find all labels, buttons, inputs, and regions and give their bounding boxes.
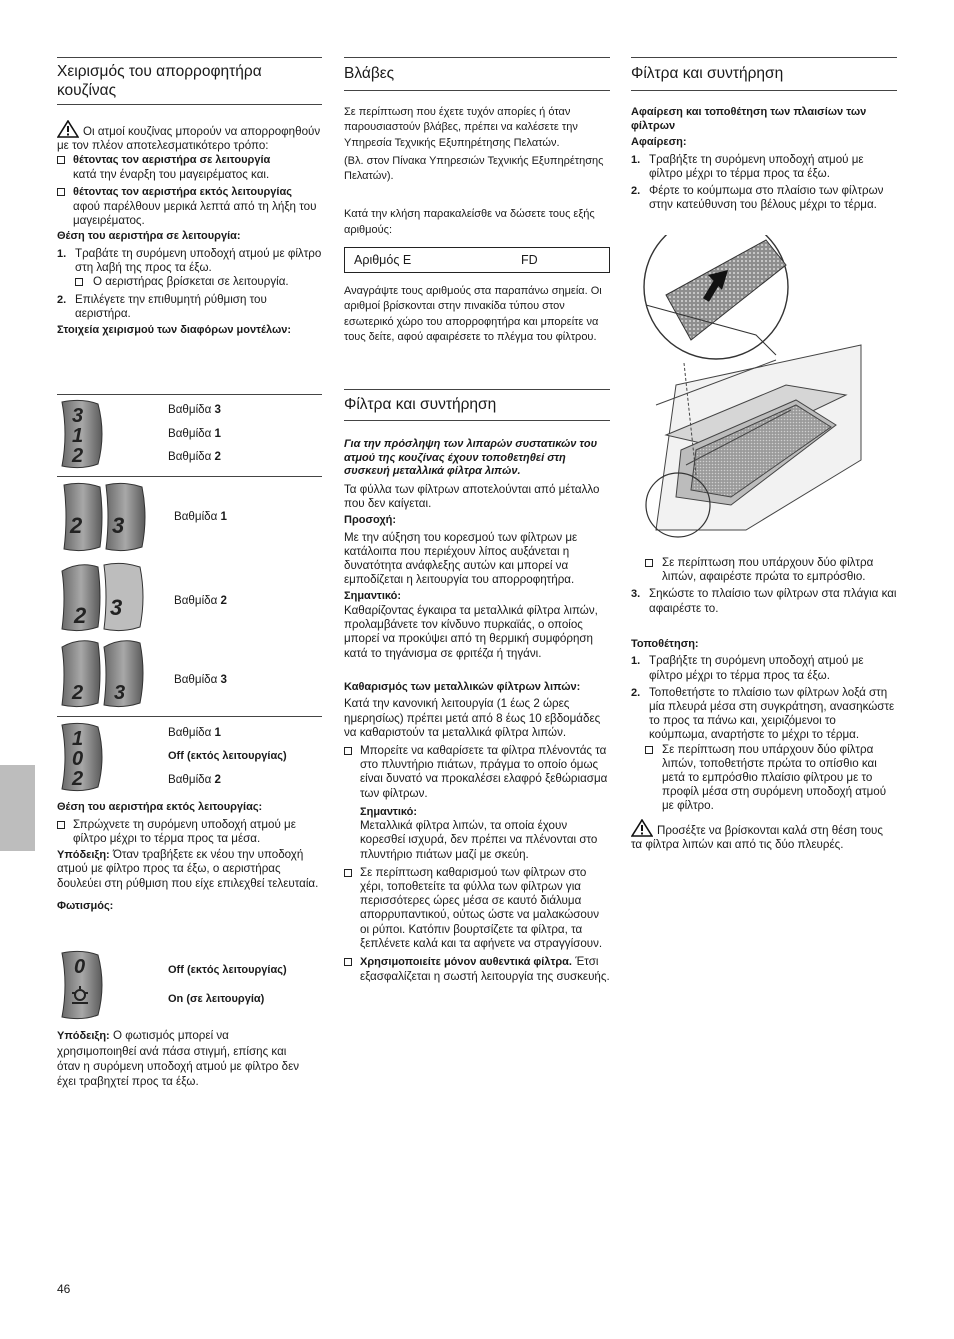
step: 1. Τραβήξτε τη συρόμενη υποδοχή ατμού με φίλτρο μέχρι το τέρμα προς τα έξω. <box>631 152 864 180</box>
knob-digit: 2 <box>72 682 84 704</box>
knob-digit: 3 <box>114 682 126 704</box>
knob-digit: 0 <box>72 748 84 770</box>
list-item: θέτοντας τον αεριστήρα σε λειτουργία κατά την έναρξη του μαγειρέματος και. <box>57 153 322 182</box>
fan-knob-pair-stage-1 <box>62 481 150 553</box>
warning-icon <box>631 819 653 837</box>
section-title-faults: Βλάβες <box>344 57 610 91</box>
checkbox-icon <box>344 958 352 966</box>
step: 2. Επιλέγετε την επιθυμητή ρύθμιση του αεριστήρα. <box>57 293 267 321</box>
column-faults-filters <box>344 57 610 984</box>
knob-label: Βαθμίδα 1 <box>174 510 227 523</box>
checkbox-icon <box>57 821 65 829</box>
list-item: Χρησιμοποιείτε μόνον αυθεντικά φίλτρα. Έτσι εξασφαλίζεται η σωστή λειτουργία της συσκευής. <box>344 955 610 984</box>
paragraph: Σε περίπτωση που έχετε τυχόν απορίες ή όταν παρουσιαστούν βλάβες, πρέπει να καλέσετε την Υπηρεσία Τεχνικής Εξυπηρέτησης Πελατών. <box>344 106 578 149</box>
list-item: Σε περίπτωση που υπάρχουν δύο φίλτρα λιπών, αφαιρέστε πρώτα το εμπρόσθιο. <box>631 556 897 584</box>
subheading: Φωτισμός: <box>57 899 114 912</box>
number-box <box>344 247 610 273</box>
knob-label: Βαθμίδα 2 <box>174 594 227 607</box>
list-item: θέτοντας τον αεριστήρα εκτός λειτουργίας αφού παρέλθουν μερικά λεπτά από τη λήξη του μαγειρέματος. <box>57 185 322 228</box>
subheading: Προσοχή: <box>344 514 397 527</box>
column-operation <box>57 57 322 337</box>
divider <box>57 476 322 477</box>
paragraph: (Βλ. στον Πίνακα Υπηρεσιών Τεχνικής Εξυπηρέτησης Πελατών). <box>344 154 604 183</box>
list-item: Σε περίπτωση που υπάρχουν δύο φίλτρα λιπών, τοποθετήστε πρώτα το οπίσθιο και μετά το εμπρόσθιο πλαίσιο φίλτρου με το προφίλ μέσα στη συρόμενη υποδοχή ατμού με φίλτρο. <box>631 743 897 814</box>
fan-knob-1-0-2 <box>58 721 106 793</box>
knob-label: Βαθμίδα 3 <box>174 673 227 686</box>
intro: Για την πρόσληψη των λιπαρών συστατικών του ατμού της κουζίνας έχουν τοποθετηθεί στη συσκευή μεταλλικά φίλτρα λιπών. <box>344 438 598 478</box>
fan-off-section <box>57 801 322 913</box>
step: 1. Τραβάτε τη συρόμενη υποδοχή ατμού με φίλτρο στη λαβή της προς τα έξω. <box>57 246 322 274</box>
knob-label: Βαθμίδα 3 <box>168 403 221 416</box>
knob-label: Βαθμίδα 2 <box>168 773 221 786</box>
subheading: Στοιχεία χειρισμού των διαφόρων μοντέλων: <box>57 323 292 336</box>
checkbox-icon <box>57 156 65 164</box>
knob-label: Off (εκτός λειτουργίας) <box>168 750 287 762</box>
paragraph: Αναγράψτε τους αριθμούς στα παραπάνω σημεία. Οι αριθμοί βρίσκονται στην πινακίδα τύπου στον εσωτερικό χώρο του απορροφητήρα και μπορείτε να τους δείτε, αφού αφαιρέσετε το πλέγμα του φίλτρου. <box>344 285 602 343</box>
step: 3. Σηκώστε το πλαίσιο των φίλτρων στα πλάγια και αφαιρέστε το. <box>631 587 897 615</box>
knob-digit: 3 <box>110 595 123 620</box>
knob-digit: 3 <box>72 405 84 427</box>
light-hint: Υπόδειξη: Ο φωτισμός μπορεί να χρησιμοποιηθεί ανά πάσα στιγμή, επίσης και όταν η συρόμενη υποδοχή ατμού με φίλτρο δεν έχει τραβηχτεί προς τα έξω. <box>57 1029 300 1088</box>
paragraph: Κατά την κανονική λειτουργία (1 έως 2 ώρες ημερησίως) πρέπει μετά από 8 έως 10 εβδομάδες να καθαριστούν τα μεταλλικά φίλτρα λιπών. <box>344 697 601 739</box>
subheading: Σημαντικό: <box>344 590 402 603</box>
subheading: Αφαίρεση και τοποθέτηση των πλαισίων των φίλτρων <box>631 106 867 132</box>
checkbox-icon <box>645 746 653 754</box>
section-title-filters: Φίλτρα και συντήρηση <box>344 389 610 421</box>
subheading: Θέση του αεριστήρα εκτός λειτουργίας: <box>57 801 263 813</box>
subheading: Αφαίρεση: <box>631 136 687 148</box>
e-number-label: Αριθμός Ε <box>354 253 412 268</box>
knob-digit: 1 <box>72 728 84 750</box>
step: 2. Τοποθετήστε το πλαίσιο των φίλτρων λοξά στη μία πλευρά μέσα στη συγκράτηση, ανασηκώστε το προς τα πάνω και, χειριζόμενοι το κούμπωμα, αναρτήστε το μέχρι το τέρμα. <box>631 685 895 742</box>
subheading: Καθαρισμός των μεταλλικών φίλτρων λιπών: <box>344 680 581 693</box>
light-on-label: On (σε λειτουργία) <box>168 993 265 1005</box>
knob-digit: 0 <box>74 956 86 978</box>
step: 2. Φέρτε το κούμπωμα στο πλαίσιο των φίλτρων στην κατεύθυνση του βέλους μέχρι το τέρμα. <box>631 183 884 212</box>
paragraph: Κατά την κλήση παρακαλείσθε να δώσετε τους εξής αριθμούς: <box>344 208 595 236</box>
checkbox-icon <box>75 278 83 286</box>
intro-warning: Οι ατμοί κουζίνας μπορούν να απορροφηθούν με τον πλέον αποτελεσματικότερο τρόπο: <box>57 120 322 153</box>
fan-knob-pair-stage-3 <box>60 637 148 709</box>
thumb-tab <box>0 765 35 851</box>
list-item: Σε περίπτωση καθαρισμού των φίλτρων στο χέρι, τοποθετείτε τα φύλλα των φίλτρων για περισσότερες ώρες μέσα σε καυτό διάλυμα απορρυπαντικού, ούτως ώστε να μαλακώσουν οι ρύποι. Κατόπιν βουρτσίζετε τα φίλτρα, τα ξεπλένετε καλά και τα αφήνετε να στραγγίσουν. <box>344 866 610 951</box>
warning-icon <box>57 120 79 138</box>
knob-digit: 2 <box>70 513 83 538</box>
hint: Υπόδειξη: Όταν τραβήξετε εκ νέου την υποδοχή ατμού με φίλτρο προς τα έξω, ο αεριστήρας δουλεύει στη ρύθμιση που είχε επιλεχθεί τελευταία. <box>57 847 319 890</box>
checkbox-icon <box>645 559 653 567</box>
list-item: Σπρώχνετε τη συρόμενη υποδοχή ατμού με φίλτρο μέχρι το τέρμα προς τα μέσα. <box>57 818 322 846</box>
knob-label: Βαθμίδα 2 <box>168 450 221 463</box>
knob-digit: 2 <box>72 445 84 467</box>
knob-digit: 1 <box>72 425 84 447</box>
paragraph: Καθαρίζοντας έγκαιρα τα μεταλλικά φίλτρα λιπών, προλαμβάνετε τον κίνδυνο πυρκαϊάς, ο οποίος μπορεί να προκύψει από τη θερμική συμφόρηση κατά το τηγάνισμα σε φριτέζα ή τηγάνι. <box>344 603 598 660</box>
subheading: Θέση του αεριστήρα σε λειτουργία: <box>57 230 241 243</box>
page-number: 46 <box>57 1282 71 1296</box>
checkbox-icon <box>57 188 65 196</box>
filter-removal-illustration <box>636 235 866 545</box>
light-off-label: Off (εκτός λειτουργίας) <box>168 964 287 976</box>
list-item: Μπορείτε να καθαρίσετε τα φίλτρα πλένοντάς τα στο πλυντήριο πιάτων, πράγμα το οποίο όμως είναι δυνατό να προκαλέσει ελαφρό ξεθώριασμα των φίλτρων. Σημαντικό: Μεταλλικά φίλτρα λιπών, τα οποία έχουν κορεσθεί ισχυρά, δεν πρέπει να πλένονται στο πλυντήριο πιάτων μαζί με σκεύη. <box>344 744 610 862</box>
section-title-filters: Φίλτρα και συντήρηση <box>631 57 897 91</box>
knob-digit: 2 <box>74 603 87 628</box>
list-item: Ο αεριστήρας βρίσκεται σε λειτουργία. <box>57 275 322 289</box>
divider <box>57 716 322 717</box>
section-title-operation: Χειρισμός του απορροφητήρα κουζίνας <box>57 57 322 105</box>
column-filter-removal <box>631 57 897 212</box>
paragraph: Με την αύξηση του κορεσμού των φίλτρων με κατάλοιπα που περιέχουν λίπος αυξάνεται η δυνατότητα ανάφλεξης αυτών και μπορεί να εμποδίζεται η λειτουργία του απορροφητήρα. <box>344 530 578 587</box>
knob-label: Βαθμίδα 1 <box>168 726 221 739</box>
checkbox-icon <box>344 747 352 755</box>
knob-digit: 2 <box>72 768 84 790</box>
knob-digit: 3 <box>112 513 125 538</box>
fan-knob-pair-stage-2 <box>60 561 148 633</box>
light-knob <box>58 949 106 1021</box>
fan-knob-3-1-2 <box>58 398 106 470</box>
fd-label: FD <box>521 253 538 268</box>
divider <box>57 394 322 395</box>
subheading: Τοποθέτηση: <box>631 637 699 650</box>
step: 1. Τραβήξτε τη συρόμενη υποδοχή ατμού με φίλτρο μέχρι το τέρμα προς τα έξω. <box>631 654 864 682</box>
column-filter-removal-cont <box>631 556 897 852</box>
paragraph: Τα φύλλα των φίλτρων αποτελούνται από μέταλλο που δεν καίγεται. <box>344 482 600 510</box>
checkbox-icon <box>344 869 352 877</box>
warning-note: Προσέξτε να βρίσκονται καλά στη θέση τους τα φίλτρα λιπών και από τις δύο πλευρές. <box>631 819 897 852</box>
knob-label: Βαθμίδα 1 <box>168 427 221 440</box>
